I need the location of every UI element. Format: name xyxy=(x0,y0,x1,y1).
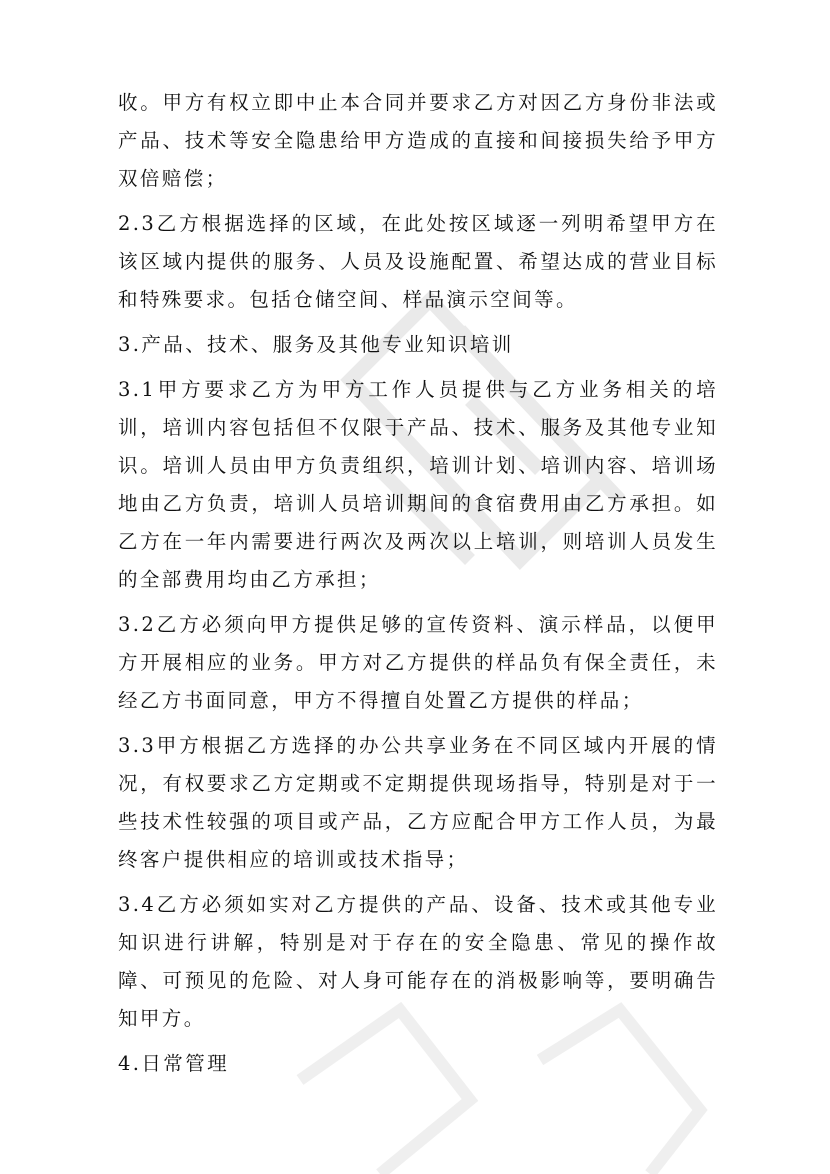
paragraph-2-3: 2.3乙方根据选择的区域，在此处按区域逐一列明希望甲方在该区域内提供的服务、人员及设施配置、希望达成的营业目标和特殊要求。包括仓储空间、样品演示空间等。 xyxy=(118,212,718,311)
paragraph-1: 收。甲方有权立即中止本合同并要求乙方对因乙方身份非法或产品、技术等安全隐患给甲方造成的直接和间接损失给予甲方双倍赔偿； xyxy=(118,91,718,190)
paragraph-3-3: 3.3甲方根据乙方选择的办公共享业务在不同区域内开展的情况，有权要求乙方定期或不定期提供现场指导，特别是对于一些技术性较强的项目或产品，乙方应配合甲方工作人员，为最终客户提供相应的培训或技术指导； xyxy=(118,734,718,871)
paragraph-3-4: 3.4乙方必须如实对乙方提供的产品、设备、技术或其他专业知识进行讲解，特别是对于存在的安全隐患、常见的操作故障、可预见的危险、对人身可能存在的消极影响等，要明确告知甲方。 xyxy=(118,893,718,1030)
document-body xyxy=(118,84,718,1090)
paragraph-3-2: 3.2乙方必须向甲方提供足够的宣传资料、演示样品，以便甲方开展相应的业务。甲方对乙方提供的样品负有保全责任，未经乙方书面同意，甲方不得擅自处置乙方提供的样品； xyxy=(118,613,718,712)
section-heading-3: 3.产品、技术、服务及其他专业知识培训 xyxy=(118,333,514,356)
paragraph-3-1: 3.1甲方要求乙方为甲方工作人员提供与乙方业务相关的培训，培训内容包括但不仅限于产品、技术、服务及其他专业知识。培训人员由甲方负责组织，培训计划、培训内容、培训场地由乙方负责，培训人员培训期间的食宿费用由乙方承担。如乙方在一年内需要进行两次及两次以上培训，则培训人员发生的全部费用均由乙方承担； xyxy=(118,378,718,591)
section-heading-4: 4.日常管理 xyxy=(118,1052,230,1075)
